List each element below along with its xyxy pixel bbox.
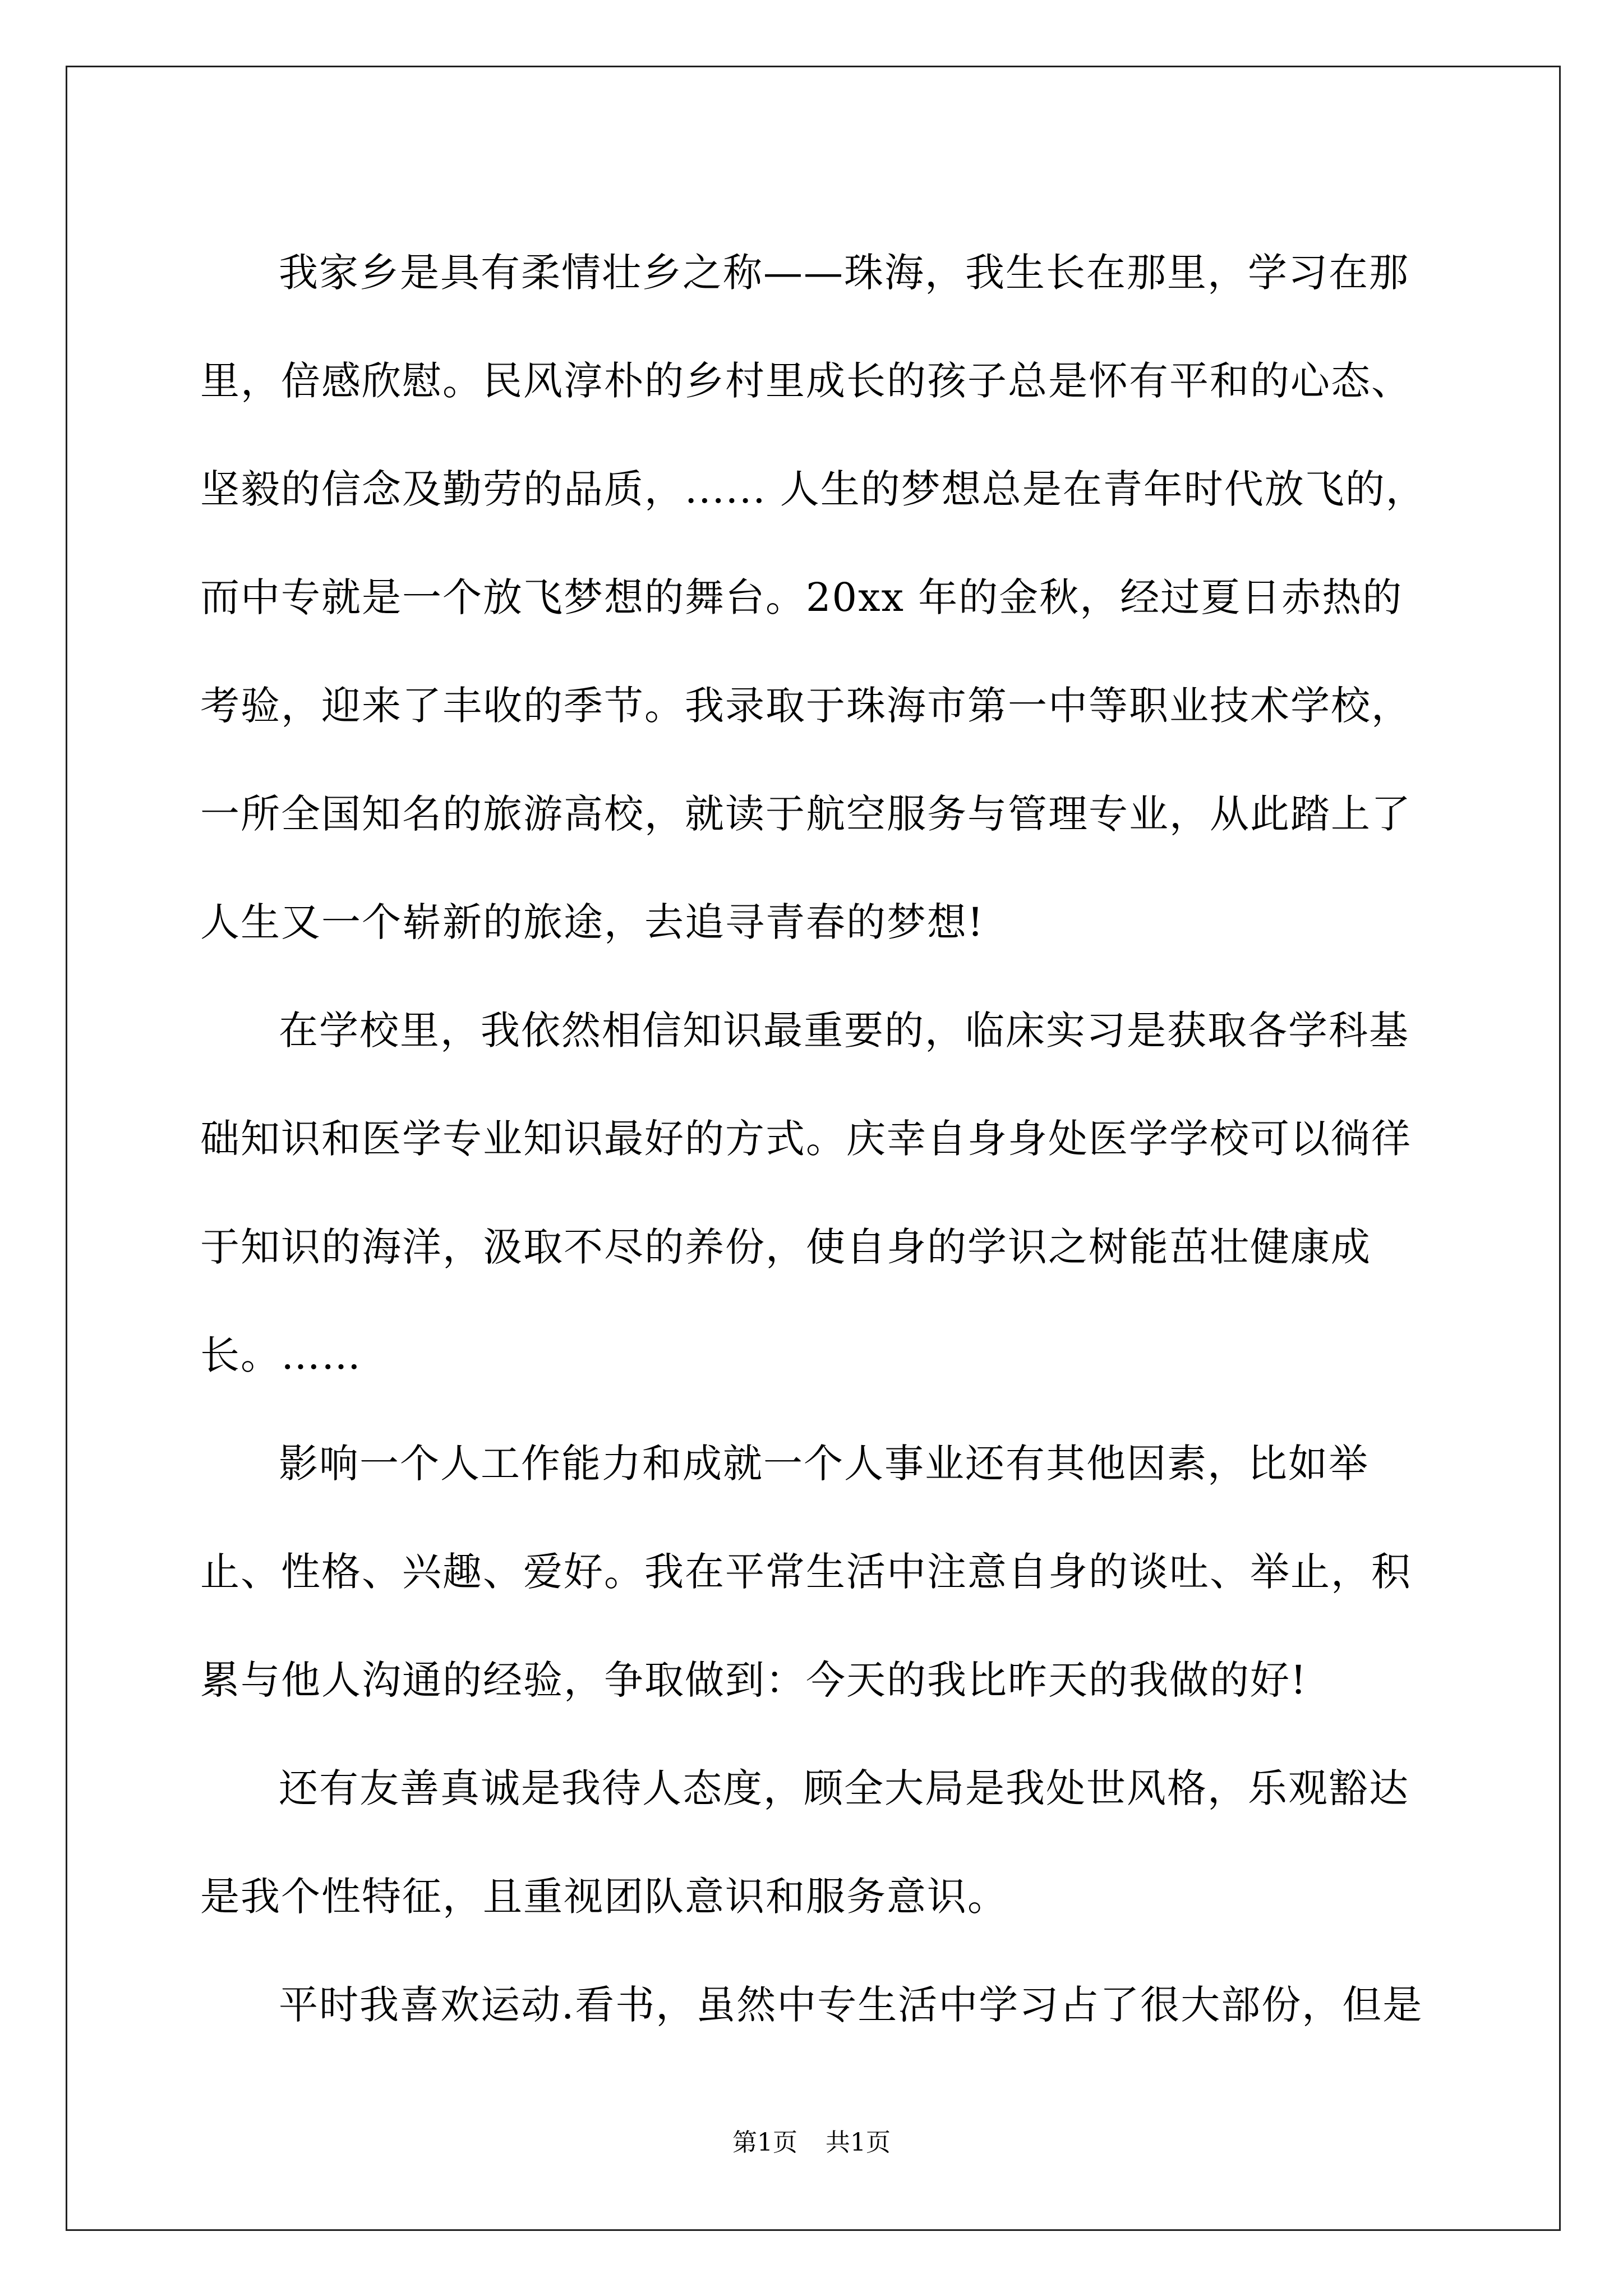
page-footer	[0, 2126, 1623, 2160]
page-number-current: 第1页	[732, 2128, 797, 2157]
paragraph: 平时我喜欢运动.看书，虽然中专生活中学习占了很大部份，但是	[279, 1982, 1423, 2028]
paragraph: 影响一个人工作能力和成就一个人事业还有其他因素，比如举止、性格、兴趣、爱好。我在平常生活中注意自身的谈吐、举止，积累与他人沟通的经验，争取做到：今天的我比昨天的我做的好!	[200, 1441, 1412, 1703]
paragraph: 我家乡是具有柔情壮乡之称——珠海，我生长在那里，学习在那里，倍感欣慰。民风淳朴的乡村里成长的孩子总是怀有平和的心态、坚毅的信念及勤劳的品质，...... 人生的梦想总是在青年时代放飞的，而中专就是一个放飞梦想的舞台。20xx 年的金秋，经过夏日赤热的考验，迎来了丰收的季节。我录取于珠海市第一中等职业技术学校，一所全国知名的旅游高校，就读于航空服务与管理专业，从此踏上了人生又一个崭新的旅途，去追寻青春的梦想!	[200, 250, 1426, 945]
paragraph: 在学校里，我依然相信知识最重要的，临床实习是获取各学科基础知识和医学专业知识最好的方式。庆幸自身身处医学学校可以徜徉于知识的海洋，汲取不尽的养份，使自身的学识之树能茁壮健康成长。……	[200, 1007, 1412, 1378]
paragraph: 还有友善真诚是我待人态度，顾全大局是我处世风格，乐观豁达是我个性特征，且重视团队意识和服务意识。	[200, 1765, 1409, 1920]
document-body	[200, 219, 1434, 2059]
page-number-total: 共1页	[826, 2128, 891, 2157]
